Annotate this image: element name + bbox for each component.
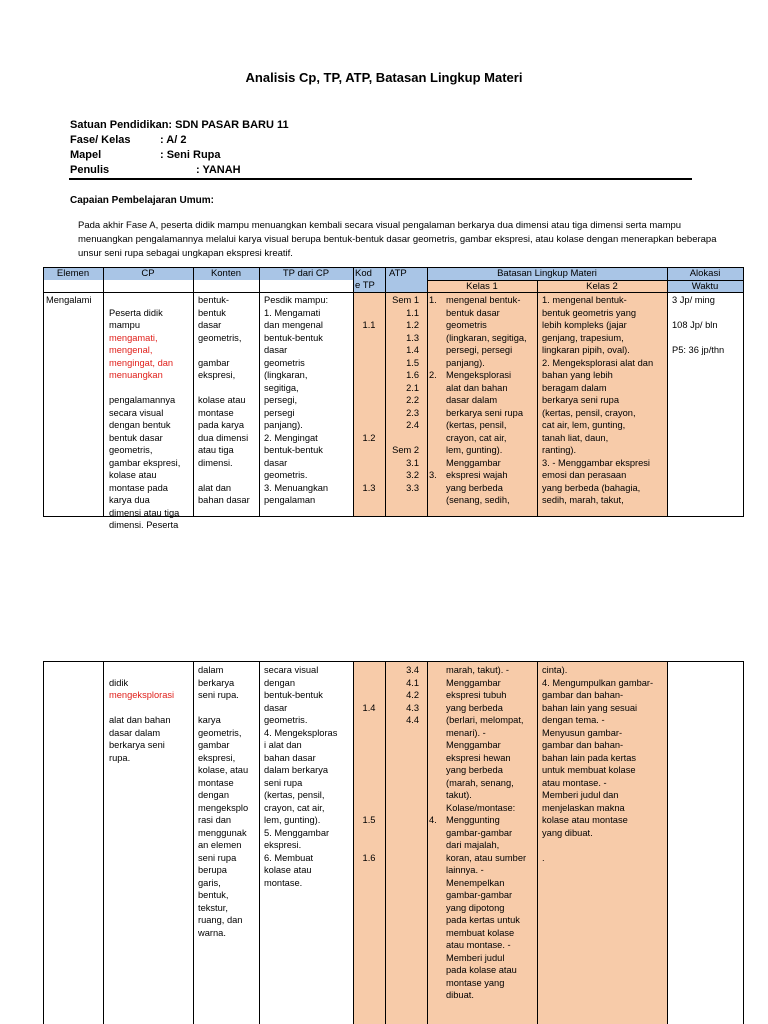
rule [43,661,743,662]
col-header-tp: TP dari CP [282,268,330,279]
col-header-kelas2: Kelas 2 [586,281,618,292]
cell-cp [109,294,193,530]
rule [193,661,194,1024]
col-header-waktu: Waktu [691,281,719,292]
col-header-batasan: Batasan Lingkup Materi [497,268,597,279]
rule [537,280,538,517]
cell-kelas2: cinta). 4. Mengumpulkan gambar- gambar dan bahan- bahan lain yang sesuai dengan tema. - Menyusun gambar- gambar dan bahan- bahan lain pada kertas untuk membuat kolase atau montase. - Memberi judul dan menjelaskan makna kolase atau montase yang dibuat. . [542,665,654,863]
cell-tp: secara visual dengan bentuk-bentuk dasar geometris. 4. Mengeksploras i alat dan bahan dasar dalam berkarya seni rupa (kertas, pensil, crayon, cat air, lem, gunting). 5. Menggambar ekspresi. 6. Membuat kolase atau montase. [264,665,338,888]
cell-tp: Pesdik mampu: 1. Mengamati dan mengenal bentuk-bentuk dasar geometris (lingkaran, segitiga, persegi, persegi panjang). 2. Mengingat bentuk-bentuk dasar geometris. 3. Menuangkan pengalaman [264,295,329,505]
meta-label: Satuan Pendidikan [70,119,169,131]
col-header-kode-tp: Kod e TP [355,268,375,291]
cell-kelas2: 1. mengenal bentuk- bentuk geometris yang lebih kompleks (jajar genjang, trapesium, lingkaran pipih, oval). 2. Mengeksplorasi alat dan bahan yang lebih beragam dalam berkarya seni rupa (kertas, pensil, crayon, cat air, lem, gunting, tanah liat, daun, ranting). 3. - Menggambar ekspresi emosi dan perasaan yang berbeda (bahagia, sedih, marah, takut, [542,295,654,505]
cp-highlight-text: mengeksplorasi [109,690,175,700]
rule [43,267,44,517]
cell-konten: bentuk- bentuk dasar geometris, gambar ekspresi, kolase atau montase pada karya dua dimensi atau tiga dimensi. alat dan bahan dasar [198,295,250,505]
cell-alokasi [672,664,743,1024]
cell-atp: Sem 1 1.1 1.2 1.3 1.4 1.5 1.6 2.1 2.2 2.3 2.4 Sem 2 3.1 3.2 3.3 [392,295,419,493]
cp-paragraph: Pada akhir Fase A, peserta didik mampu menuangkan kembali secara visual pengalaman berkarya dua dimensi atau tiga dimensi serta mampu menuangkan pengalamannya melalui karya visual berupa bentuk-bentuk dasar geometris, gambar ekspresi, atau kolase dengan menerapkan beberapa unsur seni rupa sebagai ungkapan ekspresi kreatif. [78,220,717,259]
rule [193,267,194,517]
cell-alokasi: 3 Jp/ ming 108 Jp/ bln P5: 36 jp/thn [672,295,725,355]
rule [103,661,104,1024]
meta-row-penulis [70,163,289,178]
cp-text: Peserta didik mampu [109,307,163,330]
document-meta [70,118,289,178]
cp-text: alat dan bahan dasar dalam berkarya seni rupa. [109,715,171,763]
cell-kelas1: mengenal bentuk- bentuk dasar geometris (lingkaran, segitiga, persegi, persegi panjang). Mengeksplorasi alat dan bahan dasar dalam berkarya seni rupa (kertas, pensil, crayon, cat air, lem, gunting). Menggambar ekspresi wajah yang berbeda (senang, sedih, [446,295,527,505]
rule [667,661,668,1024]
rule [259,267,260,517]
meta-label: Penulis [70,164,110,176]
cell-kelas1-numbers: 4. [429,815,437,825]
cell-kode-tp: 1.1 1.2 1.3 [362,320,376,493]
cp-text: didik [109,677,129,688]
rule [743,661,744,1024]
rule [427,661,428,1024]
meta-value: : SDN PASAR BARU 11 [168,119,289,131]
cell-kelas1: marah, takut). - Menggambar ekspresi tubuh yang berbeda (berlari, melompat, menari). - Menggambar ekspresi hewan yang berbeda (marah, senang, takut). Kolase/montase: Menggunting gambar-gambar dari majalah, koran, atau sumber lainnya. - Menempelkan gambar-gambar yang dipotong pada kertas untuk membuat kolase atau montase. - Memberi judul pada kolase atau montase yang dibuat. [446,665,527,1000]
col-header-atp: ATP [389,268,407,279]
rule [537,661,538,1024]
col-header-alokasi: Alokasi [689,268,721,279]
meta-value: : A/ 2 [160,134,187,146]
cell-atp: 3.4 4.1 4.2 4.3 4.4 [406,665,419,725]
col-header-cp: CP [141,268,155,279]
rule [103,267,104,517]
col-header-kelas1: Kelas 1 [466,281,498,292]
rule [43,661,44,1024]
cp-heading: Capaian Pembelajaran Umum: [70,195,214,206]
meta-label: Mapel [70,149,102,161]
page-title: Analisis Cp, TP, ATP, Batasan Lingkup Materi [245,70,523,85]
rule [259,661,260,1024]
cell-cp [109,664,193,1024]
cell-konten: dalam berkarya seni rupa. karya geometris, gambar ekspresi, kolase, atau montase dengan mengeksplo rasi dan menggunak an elemen seni rupa berupa garis, bentuk, tekstur, ruang, dan warna. [198,665,249,938]
cell-elemen: Mengalami [46,295,92,305]
col-header-konten: Konten [210,268,242,279]
rule [667,267,668,517]
cell-kelas1-numbers: 1. 2. 3. [429,295,437,480]
meta-row-satuan [70,118,289,133]
cp-highlight-text: mengamati, mengenal, mengingat, dan menuangkan [109,332,174,380]
cell-kode-tp: 1.4 1.5 1.6 [362,702,376,863]
meta-value: : YANAH [196,164,241,176]
meta-row-mapel [70,148,289,163]
rule [743,267,744,517]
col-header-elemen: Elemen [56,268,90,279]
meta-divider [69,178,692,180]
meta-value: : Seni Rupa [160,149,221,161]
meta-label: Fase/ Kelas [70,134,131,146]
meta-row-fase [70,133,289,148]
cp-text: pengalamannya secara visual dengan bentuk bentuk dasar geometris, gambar ekspresi, kolase atau montase pada karya dua dimensi atau tiga dimensi. Peserta [109,395,181,530]
rule [427,267,428,517]
